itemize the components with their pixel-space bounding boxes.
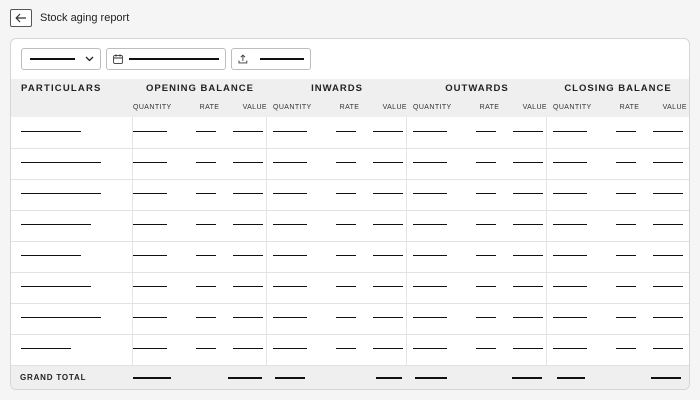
cell-placeholder [653, 348, 683, 349]
row-particular-placeholder [21, 286, 91, 287]
cell-placeholder [553, 348, 587, 349]
table-row[interactable] [11, 179, 689, 210]
cell-placeholder [476, 162, 496, 163]
cell-placeholder [273, 317, 307, 318]
grand-total-label: GRAND TOTAL [20, 373, 87, 382]
header-subcolumn: QUANTITY [273, 104, 312, 111]
total-placeholder [228, 377, 262, 379]
cell-placeholder [233, 162, 263, 163]
cell-placeholder [133, 348, 167, 349]
cell-placeholder [476, 348, 496, 349]
page-header [10, 9, 129, 27]
cell-placeholder [273, 193, 307, 194]
row-particular-placeholder [21, 162, 101, 163]
cell-placeholder [413, 224, 447, 225]
filter-dropdown-value [30, 58, 75, 60]
total-placeholder [415, 377, 447, 379]
cell-placeholder [476, 224, 496, 225]
cell-placeholder [336, 317, 356, 318]
arrow-left-icon [15, 13, 27, 23]
report-toolbar [21, 48, 311, 70]
cell-placeholder [273, 224, 307, 225]
cell-placeholder [476, 286, 496, 287]
cell-placeholder [336, 162, 356, 163]
cell-placeholder [616, 162, 636, 163]
table-row[interactable] [11, 334, 689, 365]
export-label [260, 58, 304, 60]
cell-placeholder [233, 348, 263, 349]
page-title: Stock aging report [40, 12, 130, 24]
cell-placeholder [513, 131, 543, 132]
cell-placeholder [233, 224, 263, 225]
cell-placeholder [233, 317, 263, 318]
cell-placeholder [133, 131, 167, 132]
row-particular-placeholder [21, 224, 91, 225]
cell-placeholder [336, 255, 356, 256]
cell-placeholder [373, 286, 403, 287]
cell-placeholder [653, 131, 683, 132]
total-placeholder [275, 377, 305, 379]
date-range-picker[interactable] [106, 48, 226, 70]
cell-placeholder [413, 131, 447, 132]
report-card [10, 38, 690, 390]
cell-placeholder [196, 255, 216, 256]
cell-placeholder [336, 348, 356, 349]
cell-placeholder [553, 286, 587, 287]
cell-placeholder [476, 131, 496, 132]
row-particular-placeholder [21, 255, 81, 256]
cell-placeholder [476, 193, 496, 194]
cell-placeholder [273, 348, 307, 349]
header-subcolumn: QUANTITY [553, 104, 592, 111]
cell-placeholder [373, 193, 403, 194]
date-range-value [129, 58, 219, 60]
header-subcolumn: RATE [339, 104, 360, 111]
header-group: OPENING BALANCE [146, 83, 254, 94]
grand-total-band [11, 365, 689, 390]
cell-placeholder [653, 193, 683, 194]
table-row[interactable] [11, 117, 689, 148]
cell-placeholder [273, 131, 307, 132]
cell-placeholder [476, 255, 496, 256]
cell-placeholder [273, 255, 307, 256]
cell-placeholder [336, 193, 356, 194]
upload-icon [238, 54, 248, 64]
cell-placeholder [553, 255, 587, 256]
cell-placeholder [513, 162, 543, 163]
cell-placeholder [616, 131, 636, 132]
header-subcolumn: RATE [619, 104, 640, 111]
table-row[interactable] [11, 241, 689, 272]
cell-placeholder [196, 193, 216, 194]
header-subcolumn: VALUE [662, 104, 687, 111]
header-subcolumn: RATE [479, 104, 500, 111]
row-particular-placeholder [21, 317, 101, 318]
header-group: INWARDS [311, 83, 363, 94]
cell-placeholder [373, 131, 403, 132]
cell-placeholder [133, 317, 167, 318]
total-placeholder [557, 377, 585, 379]
cell-placeholder [616, 348, 636, 349]
cell-placeholder [616, 286, 636, 287]
header-group: OUTWARDS [445, 83, 509, 94]
cell-placeholder [196, 131, 216, 132]
cell-placeholder [133, 286, 167, 287]
cell-placeholder [513, 286, 543, 287]
cell-placeholder [273, 162, 307, 163]
cell-placeholder [133, 224, 167, 225]
cell-placeholder [196, 317, 216, 318]
cell-placeholder [653, 162, 683, 163]
cell-placeholder [196, 162, 216, 163]
table-row[interactable] [11, 148, 689, 179]
cell-placeholder [513, 348, 543, 349]
back-button[interactable] [10, 9, 32, 27]
cell-placeholder [373, 348, 403, 349]
table-row[interactable] [11, 303, 689, 334]
total-placeholder [133, 377, 171, 379]
table-row[interactable] [11, 210, 689, 241]
cell-placeholder [553, 317, 587, 318]
cell-placeholder [553, 131, 587, 132]
filter-dropdown[interactable] [21, 48, 101, 70]
cell-placeholder [476, 317, 496, 318]
header-subcolumn: RATE [199, 104, 220, 111]
export-button[interactable] [231, 48, 311, 70]
cell-placeholder [553, 193, 587, 194]
cell-placeholder [373, 162, 403, 163]
cell-placeholder [616, 317, 636, 318]
cell-placeholder [273, 286, 307, 287]
cell-placeholder [413, 162, 447, 163]
row-particular-placeholder [21, 193, 101, 194]
cell-placeholder [133, 162, 167, 163]
cell-placeholder [653, 286, 683, 287]
cell-placeholder [653, 317, 683, 318]
cell-placeholder [553, 224, 587, 225]
cell-placeholder [133, 255, 167, 256]
cell-placeholder [196, 348, 216, 349]
cell-placeholder [336, 286, 356, 287]
chevron-down-icon [85, 56, 94, 62]
header-subcolumn: QUANTITY [413, 104, 452, 111]
cell-placeholder [373, 224, 403, 225]
row-divider [11, 365, 689, 366]
cell-placeholder [513, 224, 543, 225]
cell-placeholder [196, 224, 216, 225]
cell-placeholder [653, 224, 683, 225]
header-subcolumn: VALUE [242, 104, 267, 111]
cell-placeholder [616, 224, 636, 225]
cell-placeholder [373, 255, 403, 256]
cell-placeholder [336, 131, 356, 132]
cell-placeholder [413, 317, 447, 318]
cell-placeholder [513, 317, 543, 318]
cell-placeholder [653, 255, 683, 256]
header-subcolumn: VALUE [522, 104, 547, 111]
header-subcolumn: QUANTITY [133, 104, 172, 111]
cell-placeholder [196, 286, 216, 287]
row-particular-placeholder [21, 348, 71, 349]
cell-placeholder [373, 317, 403, 318]
cell-placeholder [336, 224, 356, 225]
table-row[interactable] [11, 272, 689, 303]
cell-placeholder [413, 255, 447, 256]
cell-placeholder [513, 193, 543, 194]
cell-placeholder [413, 286, 447, 287]
row-particular-placeholder [21, 131, 81, 132]
cell-placeholder [233, 255, 263, 256]
cell-placeholder [616, 255, 636, 256]
total-placeholder [512, 377, 542, 379]
cell-placeholder [233, 286, 263, 287]
cell-placeholder [233, 131, 263, 132]
total-placeholder [651, 377, 681, 379]
header-group: CLOSING BALANCE [564, 83, 672, 94]
calendar-icon [113, 54, 123, 64]
header-particulars: PARTICULARS [21, 83, 102, 94]
total-placeholder [376, 377, 402, 379]
cell-placeholder [553, 162, 587, 163]
cell-placeholder [133, 193, 167, 194]
cell-placeholder [413, 193, 447, 194]
cell-placeholder [413, 348, 447, 349]
cell-placeholder [233, 193, 263, 194]
cell-placeholder [616, 193, 636, 194]
header-subcolumn: VALUE [382, 104, 407, 111]
cell-placeholder [513, 255, 543, 256]
